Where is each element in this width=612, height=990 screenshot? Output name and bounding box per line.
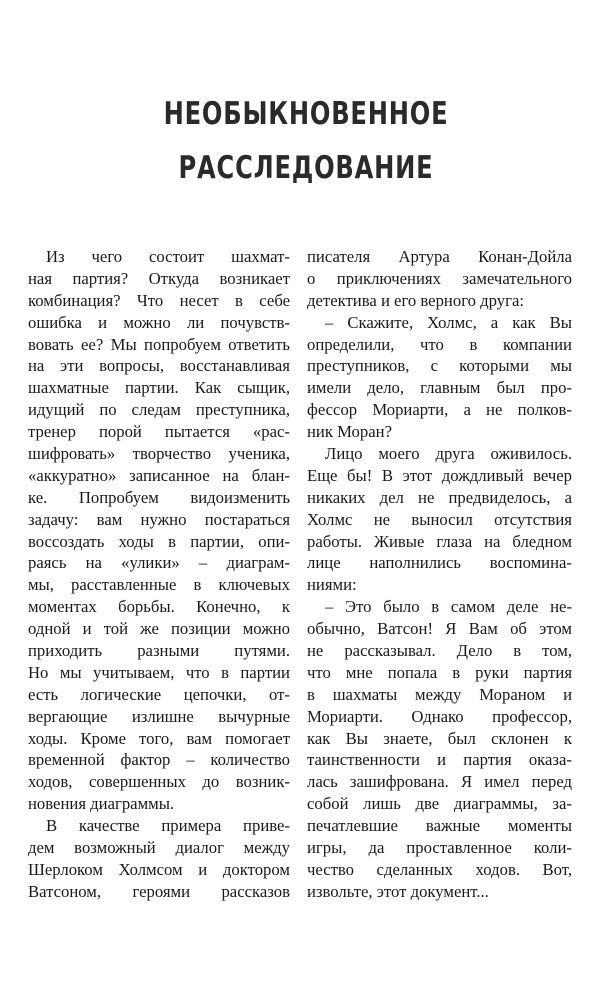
- text-line: В качестве примера приве-: [46, 816, 290, 836]
- text-line: в шахматы между Мораном и: [307, 684, 572, 704]
- text-line: вовать ее? Мы попробуем ответить: [28, 334, 290, 354]
- text-line: идущий по следам преступника,: [28, 400, 290, 420]
- text-line: тренер порой пытается «рас-: [28, 422, 290, 442]
- text-line: новения диаграммы.: [28, 794, 175, 814]
- text-line: Ватсоном, героями рассказов: [28, 881, 290, 901]
- article-title-line-1: НЕОБЫКНОВЕННОЕ: [163, 96, 449, 132]
- text-line: ходы. Кроме того, вам помогает: [28, 728, 290, 748]
- text-line: задачу: вам нужно постараться: [28, 509, 290, 529]
- text-line: игры, да проставленное коли-: [307, 838, 572, 858]
- text-line: что мне попала в руки партия: [307, 662, 572, 682]
- text-line: шифровать» творчество ученика,: [28, 444, 290, 464]
- left-text-column: [28, 246, 290, 903]
- text-line: – Это было в самом деле не-: [325, 597, 572, 617]
- text-line: вергающие излишне вычурные: [28, 706, 290, 726]
- text-line: имели дело, главным был про-: [307, 378, 572, 398]
- text-line: обычно, Ватсон! Я Вам об этом: [307, 619, 572, 639]
- text-line: воссоздать ходы в партии, опи-: [28, 531, 290, 551]
- text-line: таинственности и партия оказа-: [307, 750, 572, 770]
- text-line: Лицо моего друга оживилось.: [325, 444, 572, 464]
- text-line: собой лишь две диаграммы, за-: [307, 794, 572, 814]
- text-line: ниями:: [307, 575, 357, 595]
- text-line: ник Моран?: [307, 422, 392, 442]
- text-line: как Вы знаете, был склонен к: [307, 728, 572, 748]
- text-line: о приключениях замечательного: [307, 268, 572, 288]
- text-line: раясь на «улики» – диаграм-: [28, 553, 290, 573]
- text-line: ошибка и можно ли почувств-: [28, 312, 290, 332]
- text-line: временной фактор – количество: [28, 750, 290, 770]
- text-line: – Скажите, Холмс, а как Вы: [325, 312, 572, 332]
- text-line: моментах борьбы. Конечно, к: [28, 597, 290, 617]
- right-text-column: [307, 246, 572, 903]
- text-line: Из чего состоит шахмат-: [46, 247, 290, 266]
- text-line: лась зашифрована. Я имел перед: [307, 772, 572, 792]
- text-line: Шерлоком Холмсом и доктором: [28, 859, 290, 879]
- text-line: шахматные партии. Как сыщик,: [28, 378, 290, 398]
- text-line: Мориарти. Однако профессор,: [307, 706, 572, 726]
- text-line: Еще бы! В этот дождливый вечер: [307, 465, 572, 485]
- text-line: писателя Артура Конан-Дойла: [307, 247, 572, 266]
- text-line: на эти вопросы, восстанавливая: [28, 356, 290, 376]
- text-line: Холмс не выносил отсутствия: [307, 509, 572, 529]
- text-line: преступников, с которыми мы: [307, 356, 572, 376]
- text-line: фессор Мориарти, а не полков-: [307, 400, 572, 420]
- text-line: мы, расставленные в ключевых: [28, 575, 290, 595]
- text-line: дем возможный диалог между: [28, 838, 290, 858]
- article-title-line-2: РАССЛЕДОВАНИЕ: [178, 150, 434, 186]
- text-line: Но мы учитываем, что в партии: [28, 662, 290, 682]
- text-line: ная партия? Откуда возникает: [28, 268, 290, 288]
- text-line: не рассказывал. Дело в том,: [307, 641, 572, 661]
- text-line: печатлевшие важные моменты: [307, 816, 572, 836]
- text-line: ке. Попробуем видоизменить: [28, 487, 290, 507]
- text-line: «аккуратно» записанное на блан-: [28, 465, 290, 485]
- text-line: никаких дел не предвиделось, а: [307, 487, 572, 507]
- text-line: ходов, совершенных до возник-: [28, 772, 290, 792]
- text-line: лице наполнились воспомина-: [307, 553, 572, 573]
- text-line: детектива и его верного друга:: [307, 290, 524, 310]
- text-line: чество сделанных ходов. Вот,: [307, 859, 572, 879]
- text-line: извольте, этот документ...: [307, 881, 489, 901]
- text-line: работы. Живые глаза на бледном: [307, 531, 572, 551]
- text-line: определили, что в компании: [307, 334, 572, 354]
- text-line: комбинация? Что несет в себе: [28, 290, 290, 310]
- text-line: есть логические цепочки, от-: [28, 684, 290, 704]
- text-line: одной и той же позиции можно: [28, 619, 290, 639]
- text-line: приходить разными путями.: [28, 641, 290, 661]
